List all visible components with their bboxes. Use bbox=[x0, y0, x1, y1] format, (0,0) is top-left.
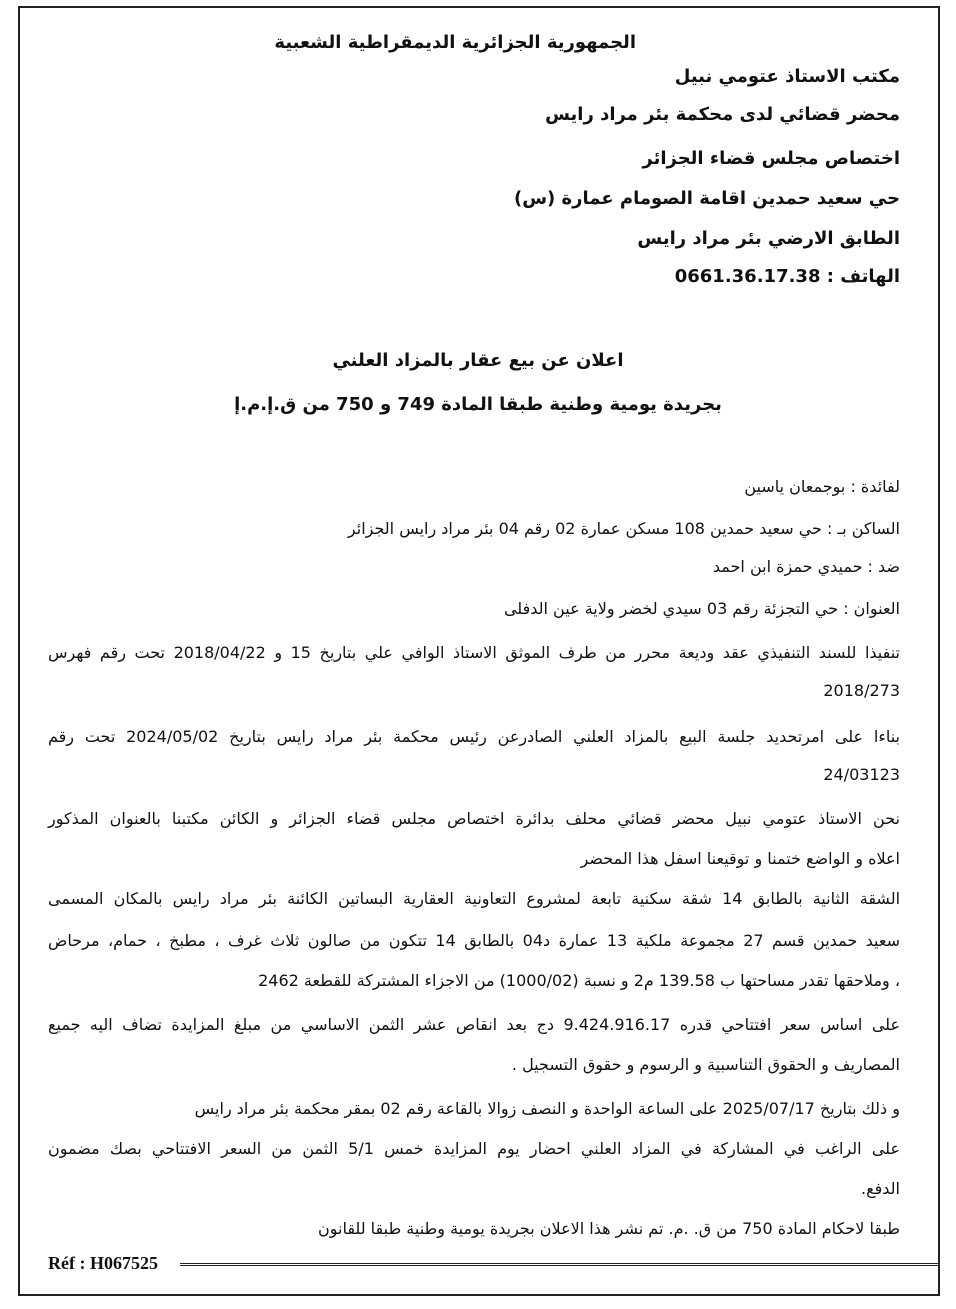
execution-title-line1: تنفيذا للسند التنفيذي عقد وديعة محرر من طرف الموثق الاستاذ الوافي علي بتاريخ 15 و 2018/04/22 تحت رقم فهرس bbox=[48, 643, 901, 662]
against-party: ضد : حميدي حمزة ابن احمد bbox=[712, 557, 900, 576]
office-address-1: حي سعيد حمدين اقامة الصومام عمارة (س) bbox=[513, 188, 900, 209]
beneficiary: لفائدة : بوجمعان ياسين bbox=[744, 477, 900, 496]
office-name: مكتب الاستاذ عتومي نبيل bbox=[674, 66, 900, 87]
legal-basis: طبقا لاحكام المادة 750 من ق. .م. تم نشر هذا الاعلان بجريدة يومية وطنية طبقا للقانون bbox=[317, 1219, 900, 1238]
property-line2: سعيد حمدين قسم 27 مجموعة ملكية 13 عمارة د04 بالطابق 14 تتكون من صالون ثلاث غرف ، مطبخ ، حمام، مرحاض bbox=[48, 931, 901, 950]
office-address-2: الطابق الارضي بئر مراد رايس bbox=[637, 228, 900, 249]
announcement-title: اعلان عن بيع عقار بالمزاد العلني bbox=[332, 350, 624, 371]
bailiff-statement-line1: نحن الاستاذ عتومي نبيل محضر قضائي محلف بدائرة اختصاص مجلس قضاء الجزائر و الكائن مكتبنا بالعنوان المذكور bbox=[48, 809, 900, 828]
property-line1: الشقة الثانية بالطابق 14 شقة سكنية تابعة لمشروع التعاونية العقارية البساتين الكائنة بئر مراد رايس بالمكان المسمى bbox=[48, 889, 901, 908]
order-line2: 24/03123 bbox=[823, 765, 900, 784]
auction-date: و ذلك بتاريخ 2025/07/17 على الساعة الواحدة و النصف زوالا بالقاعة رقم 02 بمقر محكمة بئر مراد رايس bbox=[194, 1099, 900, 1118]
order-line1: بناءا على امرتحديد جلسة البيع بالمزاد العلني الصادرعن رئيس محكمة بئر مراد رايس بتاريخ 2024/05/02 تحت رقم bbox=[48, 727, 900, 746]
announcement-subtitle: بجريدة يومية وطنية طبقا المادة 749 و 750 من ق.إ.م.إ bbox=[234, 394, 722, 415]
bidders-line2: الدفع. bbox=[861, 1179, 900, 1198]
reference-number: Réf : H067525 bbox=[44, 1253, 162, 1274]
price-line1: على اساس سعر افتتاحي قدره 9.424.916.17 دج بعد انقاص عشر الثمن الاساسي من مبلغ المزايدة تضاف اليه جميع bbox=[48, 1015, 901, 1034]
price-line2: المصاريف و الحقوق التناسبية و الرسوم و حقوق التسجيل . bbox=[511, 1055, 900, 1074]
against-address: العنوان : حي التجزئة رقم 03 سيدي لخضر ولاية عين الدفلى bbox=[503, 599, 900, 618]
jurisdiction: اختصاص مجلس قضاء الجزائر bbox=[642, 148, 900, 169]
beneficiary-address: الساكن بـ : حي سعيد حمدين 108 مسكن عمارة 02 رقم 04 بئر مراد رايس الجزائر bbox=[347, 519, 900, 538]
bidders-line1: على الراغب في المشاركة في المزاد العلني احضار يوم المزايدة خمس 5/1 الثمن من السعر الافتتاحي بصك مضمون bbox=[48, 1139, 901, 1158]
execution-title-line2: 2018/273 bbox=[823, 681, 900, 700]
republic-heading: الجمهورية الجزائرية الديمقراطية الشعبية bbox=[274, 32, 636, 53]
phone-number: 0661.36.17.38 bbox=[674, 266, 821, 287]
phone bbox=[675, 266, 900, 288]
bailiff-title: محضر قضائي لدى محكمة بئر مراد رايس bbox=[545, 104, 900, 125]
property-line3: ، وملاحقها تقدر مساحتها ب 139.58 م2 و نسبة (1000/02) من الاجزاء المشتركة للقطعة 2462 bbox=[258, 971, 900, 990]
phone-label: الهاتف : bbox=[826, 266, 900, 287]
bottom-divider bbox=[180, 1263, 940, 1266]
bailiff-statement-line2: اعلاه و الواضع ختمنا و توقيعنا اسفل هذا المحضر bbox=[580, 849, 900, 868]
